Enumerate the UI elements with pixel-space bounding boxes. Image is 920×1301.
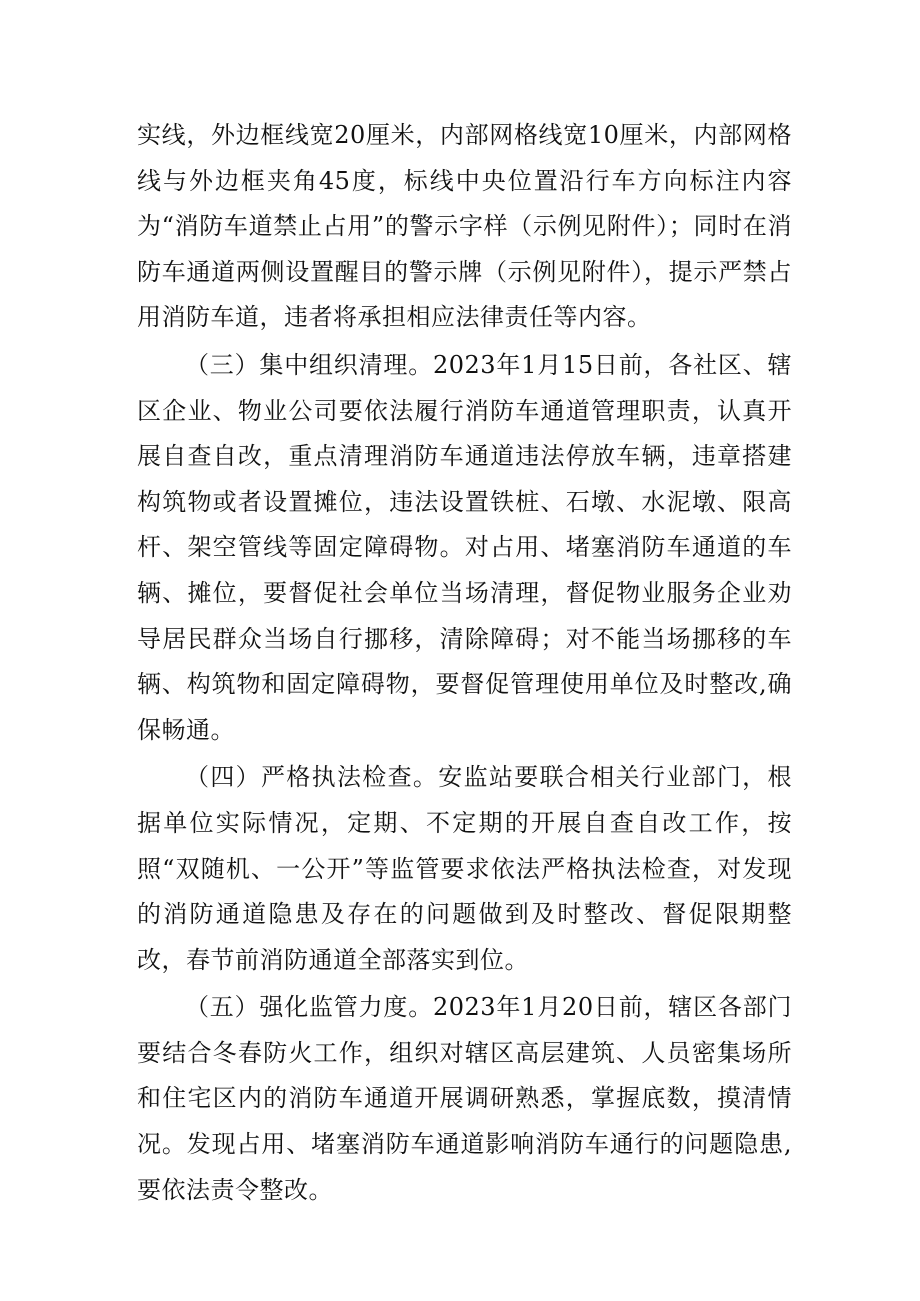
paragraph-section-3: （三）集中组织清理。2023年1月15日前，各社区、辖区企业、物业公司要依法履行消防车通道管理职责，认真开展自查自改，重点清理消防车通道违法停放车辆，违章搭建构筑物或者设置摊位，违法设置铁桩、石墩、水泥墩、限高杆、架空管线等固定障碍物。对占用、堵塞消防车通道的车辆、摊位，要督促社会单位当场清理，督促物业服务企业劝导居民群众当场自行挪移，清除障碍；对不能当场挪移的车辆、构筑物和固定障碍物，要督促管理使用单位及时整改,确保畅通。 — [137, 350, 792, 744]
paragraph-continuation: 实线，外边框线宽20厘米，内部网格线宽10厘米，内部网格线与外边框夹角45度，标线中央位置沿行车方向标注内容为“消防车道禁止占用”的警示字样（示例见附件）；同时在消防车通道两侧设置醒目的警示牌（示例见附件），提示严禁占用消防车道，违者将承担相应法律责任等内容。 — [137, 121, 792, 332]
paragraph-section-4: （四）严格执法检查。安监站要联合相关行业部门，根据单位实际情况，定期、不定期的开展自查自改工作，按照“双随机、一公开”等监管要求依法严格执法检查，对发现的消防通道隐患及存在的问题做到及时整改、督促限期整改，春节前消防通道全部落实到位。 — [137, 763, 792, 974]
document-body — [137, 113, 792, 1213]
paragraph-section-5: （五）强化监管力度。2023年1月20日前，辖区各部门要结合冬春防火工作，组织对辖区高层建筑、人员密集场所和住宅区内的消防车通道开展调研熟悉，掌握底数，摸清情况。发现占用、堵塞消防车通道影响消防车通行的问题隐患,要依法责令整改。 — [137, 993, 792, 1204]
